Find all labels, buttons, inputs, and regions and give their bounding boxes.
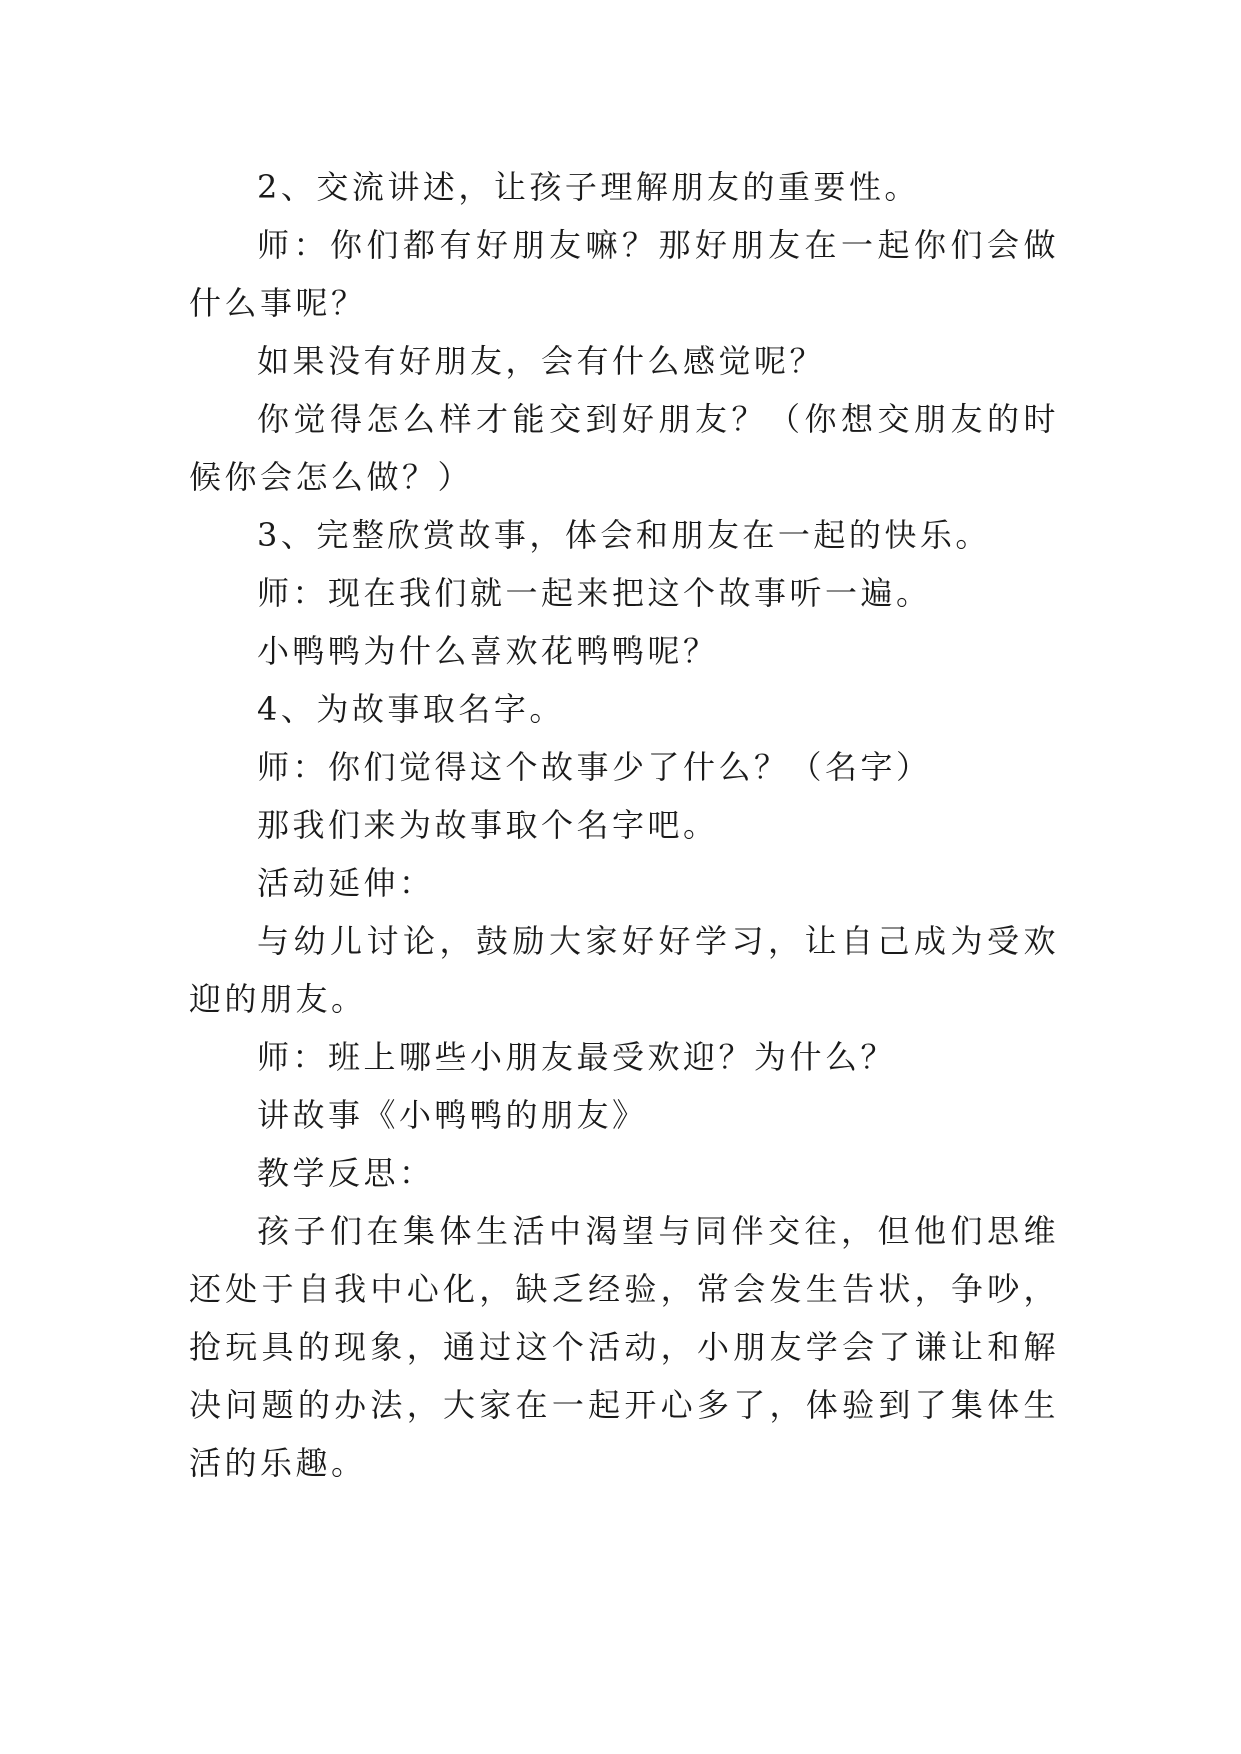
paragraph-question-duckling: 小鸭鸭为什么喜欢花鸭鸭呢？ [257,632,719,670]
paragraph-step-3: 3、完整欣赏故事，体会和朋友在一起的快乐。 [257,516,991,554]
paragraph-tell-story: 讲故事《小鸭鸭的朋友》 [257,1096,648,1134]
paragraph-question-make-friends: 你觉得怎么样才能交到好朋友？（你想交朋友的时候你会怎么做？） [189,400,1059,496]
paragraph-name-story: 那我们来为故事取个名字吧。 [257,806,719,844]
paragraph-discussion: 与幼儿讨论，鼓励大家好好学习，让自己成为受欢迎的朋友。 [189,922,1059,1018]
paragraph-step-4: 4、为故事取名字。 [257,690,565,728]
paragraph-teacher-popular: 师：班上哪些小朋友最受欢迎？为什么？ [257,1038,897,1076]
paragraph-reflection: 孩子们在集体生活中渴望与同伴交往，但他们思维还处于自我中心化，缺乏经验，常会发生告状，争吵，抢玩具的现象，通过这个活动，小朋友学会了谦让和解决问题的办法，大家在一起开心多了，体验到了集体生活的乐趣。 [189,1212,1059,1482]
document-body [189,158,1059,1492]
paragraph-question-no-friends: 如果没有好朋友，会有什么感觉呢？ [257,342,826,380]
paragraph-step-2: 2、交流讲述，让孩子理解朋友的重要性。 [257,168,920,206]
paragraph-teacher-listen-story: 师：现在我们就一起来把这个故事听一遍。 [257,574,932,612]
paragraph-teacher-question-friends: 师：你们都有好朋友嘛？那好朋友在一起你们会做什么事呢？ [189,226,1059,322]
heading-activity-extension: 活动延伸： [257,864,435,902]
paragraph-teacher-missing-name: 师：你们觉得这个故事少了什么？（名字） [257,748,932,786]
heading-teaching-reflection: 教学反思： [257,1154,435,1192]
